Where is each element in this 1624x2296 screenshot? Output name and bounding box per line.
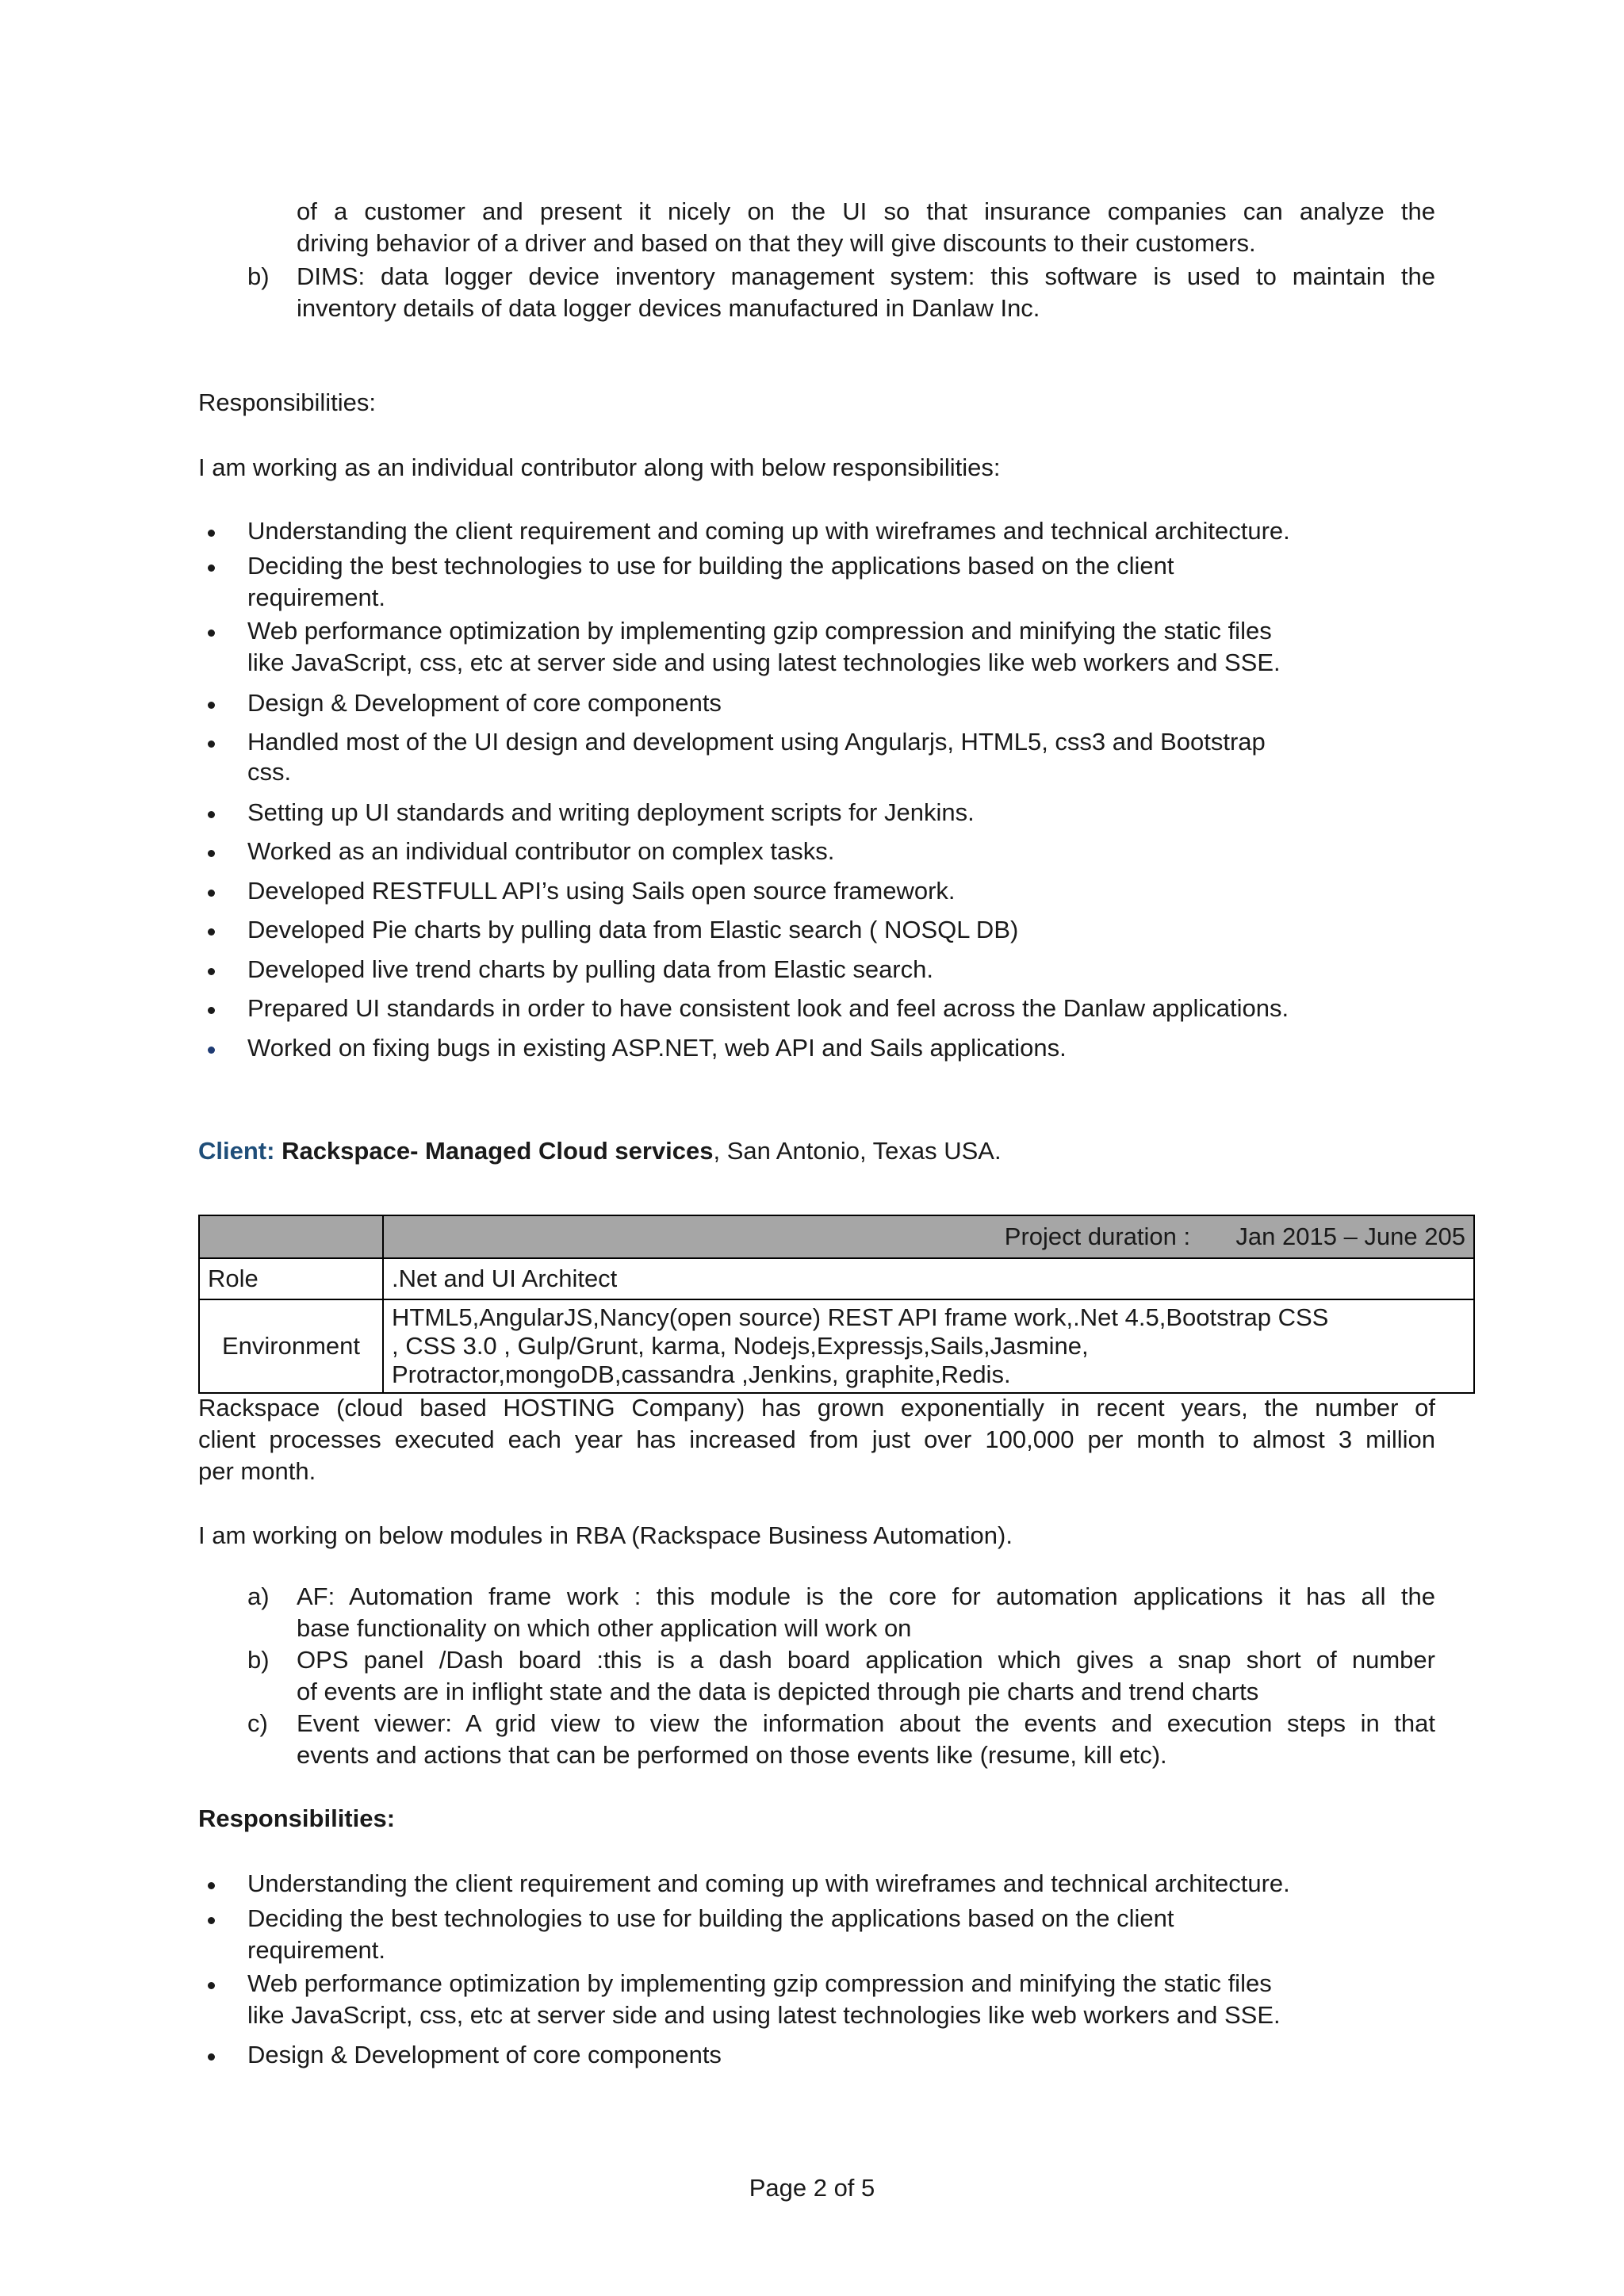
- list-item-text: Event viewer: A grid view to view the information about the events and execution steps in that: [297, 1709, 1435, 1737]
- intro-item-a-line2: driving behavior of a driver and based on that they will give discounts to their customers.: [297, 229, 1256, 257]
- project-table: [198, 1215, 1475, 1394]
- responsibilities-heading-1: Responsibilities:: [198, 388, 376, 416]
- list-item-text: Deciding the best technologies to use for building the applications based on the client: [247, 1904, 1174, 1932]
- list-item-text: Understanding the client requirement and coming up with wireframes and technical architecture.: [247, 1869, 1290, 1897]
- bullet-icon: [208, 968, 215, 975]
- project-duration-label: Project duration :: [1004, 1223, 1191, 1250]
- client-label: Client:: [198, 1137, 275, 1165]
- list-item-text: like JavaScript, css, etc at server side and using latest technologies like web workers and SSE.: [247, 2001, 1281, 2029]
- list-item-text: AF: Automation frame work : this module is the core for automation applications it has all the: [297, 1582, 1435, 1610]
- environment-value: [383, 1299, 1474, 1393]
- bullet-icon: [208, 740, 215, 748]
- list-item-text: Design & Development of core components: [247, 689, 722, 717]
- intro-item-a-line1: of a customer and present it nicely on the UI so that insurance companies can analyze the: [297, 197, 1435, 225]
- list-item-text: events and actions that can be performed on those events like (resume, kill etc).: [297, 1741, 1167, 1769]
- rackspace-desc-line2: client processes executed each year has increased from just over 100,000 per month to almost 3 million: [198, 1425, 1435, 1453]
- client-line: [198, 1135, 1002, 1167]
- list-marker: a): [247, 1582, 270, 1610]
- intro-item-b-marker: b): [247, 262, 270, 290]
- environment-line: HTML5,AngularJS,Nancy(open source) REST API frame work,.Net 4.5,Bootstrap CSS: [392, 1303, 1329, 1331]
- list-item-text: requirement.: [247, 584, 386, 611]
- role-value: .Net and UI Architect: [383, 1258, 1474, 1299]
- responsibilities-heading-2: Responsibilities:: [198, 1804, 396, 1832]
- rackspace-desc-line1: Rackspace (cloud based HOSTING Company) has grown exponentially in recent years, the number of: [198, 1394, 1435, 1422]
- client-location: , San Antonio, Texas USA.: [713, 1137, 1002, 1165]
- bullet-icon: [208, 850, 215, 857]
- list-item-text: Web performance optimization by implementing gzip compression and minifying the static files: [247, 1969, 1272, 1997]
- list-item-text: requirement.: [247, 1936, 386, 1964]
- environment-line: , CSS 3.0 , Gulp/Grunt, karma, Nodejs,Expressjs,Sails,Jasmine,: [392, 1332, 1089, 1360]
- list-item-text: base functionality on which other application will work on: [297, 1614, 912, 1642]
- list-item-text: Handled most of the UI design and development using Angularjs, HTML5, css3 and Bootstrap: [247, 728, 1266, 756]
- environment-line: Protractor,mongoDB,cassandra ,Jenkins, graphite,Redis.: [392, 1360, 1011, 1388]
- environment-row: [199, 1299, 1474, 1393]
- list-item-text: Web performance optimization by implementing gzip compression and minifying the static files: [247, 617, 1272, 645]
- bullet-icon: [208, 530, 215, 537]
- bullet-icon: [208, 1047, 215, 1054]
- page-footer: Page 2 of 5: [749, 2174, 875, 2202]
- list-item-text: Developed RESTFULL API’s using Sails open source framework.: [247, 877, 956, 905]
- list-marker: b): [247, 1646, 270, 1674]
- list-item-text: OPS panel /Dash board :this is a dash board application which gives a snap short of number: [297, 1646, 1435, 1674]
- header-empty-cell: [199, 1215, 383, 1258]
- bullet-icon: [208, 702, 215, 709]
- intro-item-b-line2: inventory details of data logger devices manufactured in Danlaw Inc.: [297, 294, 1040, 322]
- project-duration-row: [199, 1215, 1474, 1258]
- bullet-icon: [208, 1982, 215, 1989]
- bullet-icon: [208, 811, 215, 818]
- intro-item-b-line1: DIMS: data logger device inventory management system: this software is used to maintain the: [297, 262, 1435, 290]
- list-item-text: Worked on fixing bugs in existing ASP.NET, web API and Sails applications.: [247, 1034, 1067, 1062]
- client-name: Rackspace- Managed Cloud services: [282, 1137, 714, 1165]
- list-item-text: Prepared UI standards in order to have consistent look and feel across the Danlaw applications.: [247, 994, 1289, 1022]
- project-duration-cell: [383, 1215, 1474, 1258]
- bullet-icon: [208, 928, 215, 936]
- bullet-icon: [208, 2053, 215, 2061]
- role-row: [199, 1258, 1474, 1299]
- role-label: Role: [199, 1258, 383, 1299]
- environment-label: Environment: [199, 1299, 383, 1393]
- bullet-icon: [208, 1882, 215, 1889]
- bullet-icon: [208, 629, 215, 637]
- list-item-text: Understanding the client requirement and coming up with wireframes and technical architecture.: [247, 517, 1290, 545]
- bullet-icon: [208, 1917, 215, 1924]
- list-item-text: css.: [247, 758, 292, 786]
- bullet-icon: [208, 890, 215, 897]
- list-item-text: Worked as an individual contributor on complex tasks.: [247, 837, 835, 865]
- bullet-icon: [208, 564, 215, 572]
- responsibilities-intro: I am working as an individual contributor along with below responsibilities:: [198, 453, 1001, 481]
- bullet-icon: [208, 1007, 215, 1014]
- project-duration-value: Jan 2015 – June 205: [1235, 1223, 1465, 1250]
- modules-intro: I am working on below modules in RBA (Rackspace Business Automation).: [198, 1521, 1013, 1549]
- list-item-text: Developed live trend charts by pulling data from Elastic search.: [247, 955, 933, 983]
- list-item-text: Setting up UI standards and writing deployment scripts for Jenkins.: [247, 798, 975, 826]
- list-item-text: of events are in inflight state and the data is depicted through pie charts and trend charts: [297, 1678, 1259, 1705]
- list-item-text: Design & Development of core components: [247, 2041, 722, 2068]
- list-marker: c): [247, 1709, 268, 1737]
- list-item-text: Deciding the best technologies to use for building the applications based on the client: [247, 552, 1174, 580]
- list-item-text: Developed Pie charts by pulling data from Elastic search ( NOSQL DB): [247, 916, 1019, 943]
- list-item-text: like JavaScript, css, etc at server side and using latest technologies like web workers and SSE.: [247, 649, 1281, 676]
- rackspace-desc-line3: per month.: [198, 1457, 316, 1485]
